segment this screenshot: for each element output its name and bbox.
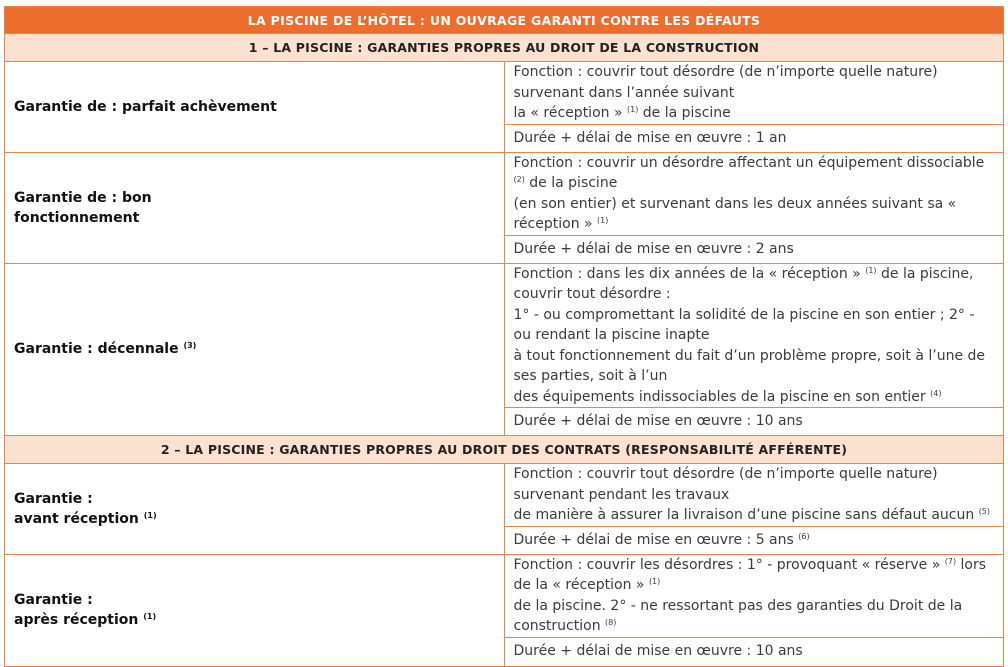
guarantee-label: Garantie : après réception $^{(1)}$ bbox=[5, 554, 505, 666]
guarantee-duration: Durée + délai de mise en œuvre : 10 ans bbox=[504, 637, 1004, 666]
guarantee-label: Garantie de : parfait achèvement bbox=[5, 62, 505, 153]
guarantee-duration: Durée + délai de mise en œuvre : 5 ans $^{(6)}$ bbox=[504, 526, 1004, 554]
guarantee-label: Garantie : avant réception $^{(1)}$ bbox=[5, 464, 505, 555]
guarantee-row bbox=[5, 152, 1004, 235]
table-title: LA PISCINE DE L’HÔTEL : UN OUVRAGE GARANTI CONTRE LES DÉFAUTS bbox=[5, 7, 1004, 34]
guarantee-function: Fonction : couvrir un désordre affectant un équipement dissociable $^{(2)}$ de la piscine (en son entier) et survenant dans les deux années suivant sa « réception » $^{(1)}$ bbox=[504, 152, 1004, 235]
section-header-construction: 1 – LA PISCINE : GARANTIES PROPRES AU DROIT DE LA CONSTRUCTION bbox=[5, 34, 1004, 62]
guarantee-row bbox=[5, 464, 1004, 527]
guarantee-label: Garantie de : bon fonctionnement bbox=[5, 152, 505, 263]
guarantee-function: Fonction : couvrir les désordres : 1° - provoquant « réserve » $^{(7)}$ lors de la « réception » $^{(1)}$ de la piscine. 2° - ne ressortant pas des garanties du Droit de la construction $^{(8)}$ bbox=[504, 554, 1004, 637]
guarantee-function: Fonction : couvrir tout désordre (de n’importe quelle nature) survenant pendant les travaux de manière à assurer la livraison d’une piscine sans défaut aucun $^{(5)}$ bbox=[504, 464, 1004, 527]
guarantee-label: Garantie : décennale $^{(3)}$ bbox=[5, 263, 505, 436]
guarantee-duration: Durée + délai de mise en œuvre : 10 ans bbox=[504, 408, 1004, 436]
section-header-row bbox=[5, 436, 1004, 464]
guarantees-table bbox=[4, 6, 1004, 667]
section-header-contracts: 2 – LA PISCINE : GARANTIES PROPRES AU DROIT DES CONTRATS (RESPONSABILITÉ AFFÉRENTE) bbox=[5, 436, 1004, 464]
guarantee-row bbox=[5, 62, 1004, 125]
guarantee-duration: Durée + délai de mise en œuvre : 2 ans bbox=[504, 235, 1004, 263]
guarantee-duration: Durée + délai de mise en œuvre : 1 an bbox=[504, 124, 1004, 152]
guarantee-function: Fonction : couvrir tout désordre (de n’importe quelle nature) survenant dans l’année suivant la « réception » $^{(1)}$ de la piscine bbox=[504, 62, 1004, 125]
section-header-row bbox=[5, 34, 1004, 62]
guarantee-row bbox=[5, 263, 1004, 408]
guarantee-function: Fonction : dans les dix années de la « réception » $^{(1)}$ de la piscine, couvrir tout désordre : 1° - ou compromettant la solidité de la piscine en son entier ; 2° - ou rendant la piscine inapte à tout fonctionnement du fait d’un problème propre, soit à l’une de ses parties, soit à l’un des équipements indissociables de la piscine en son entier $^{(4)}$ bbox=[504, 263, 1004, 408]
title-row bbox=[5, 7, 1004, 34]
guarantee-row bbox=[5, 554, 1004, 637]
